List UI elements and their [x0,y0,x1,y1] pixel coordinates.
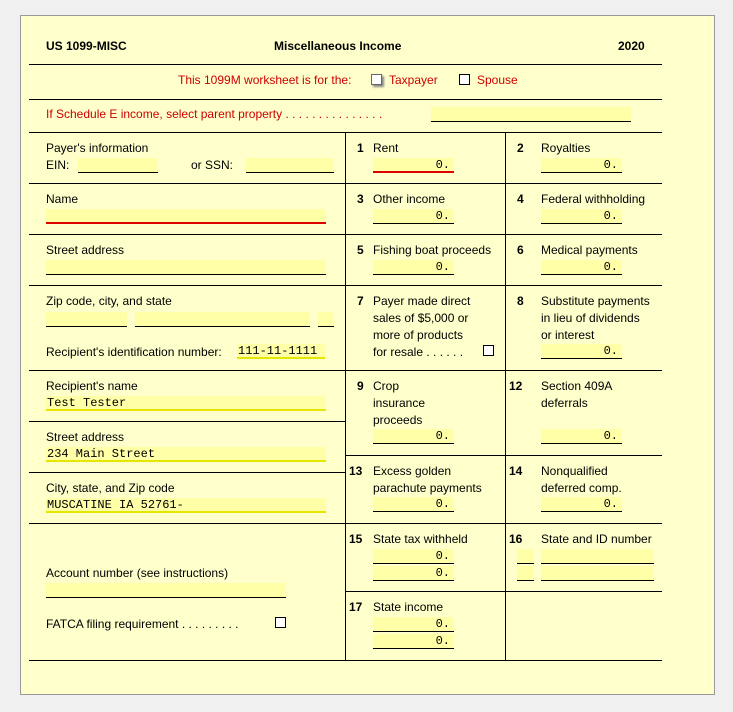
box-8-line1: Substitute payments [541,294,650,308]
box-7-line1: Payer made direct [373,294,471,308]
recipient-id-field[interactable]: 111-11-1111 [237,344,325,359]
divider [345,370,662,371]
recipient-city-field[interactable]: MUSCATINE IA 52761- [46,498,326,513]
divider [29,64,662,65]
medical-payments-field[interactable]: 0. [541,260,622,275]
form-title: Miscellaneous Income [274,39,402,53]
box-4-number: 4 [517,192,524,206]
box-7-line2: sales of $5,000 or [373,311,469,325]
form-name: US 1099-MISC [46,39,127,53]
box-14-line1: Nonqualified [541,464,608,478]
state-id-1-field[interactable] [541,549,654,564]
box-16-number: 16 [509,532,523,546]
box-9-number: 9 [357,379,364,393]
worksheet-prompt: This 1099M worksheet is for the: [178,73,352,87]
divider [345,234,662,235]
divider [29,472,345,473]
box-15-number: 15 [349,532,363,546]
state-income-2-field[interactable]: 0. [373,634,454,649]
account-number-field[interactable] [46,583,286,598]
recipient-street-label: Street address [46,430,125,444]
box-7-line4: for resale . . . . . . [373,345,464,359]
box-6-label: Medical payments [541,243,638,257]
golden-parachute-field[interactable]: 0. [373,497,454,512]
box-9-line1: Crop [373,379,400,393]
ein-label: EIN: [46,158,70,172]
rent-field[interactable]: 0. [373,158,454,173]
box-13-line1: Excess golden [373,464,452,478]
box-14-number: 14 [509,464,523,478]
payer-zip-field[interactable] [46,312,127,327]
fatca-checkbox[interactable] [275,617,286,628]
payer-info-label: Payer's information [46,141,149,155]
nonqualified-comp-field[interactable]: 0. [541,497,622,512]
ssn-field[interactable] [246,158,334,173]
fatca-label: FATCA filing requirement . . . . . . . . . [46,617,239,631]
box-12-line1: Section 409A [541,379,613,393]
spouse-checkbox[interactable] [459,74,470,85]
box-8-line2: in lieu of dividends [541,311,640,325]
taxpayer-checkbox[interactable] [371,74,382,85]
divider [345,455,662,456]
taxpayer-label: Taxpayer [389,73,438,87]
federal-withholding-field[interactable]: 0. [541,209,622,224]
state-tax-withheld-1-field[interactable]: 0. [373,549,454,564]
payer-street-field[interactable] [46,260,326,275]
payer-name-field[interactable] [46,209,326,224]
royalties-field[interactable]: 0. [541,158,622,173]
box-9-line2: insurance [373,396,426,410]
payer-state-field[interactable] [318,312,334,327]
payer-zip-label: Zip code, city, and state [46,294,172,308]
payer-name-label: Name [46,192,79,206]
box-13-line2: parachute payments [373,481,482,495]
substitute-payments-field[interactable]: 0. [541,344,622,359]
state-code-1-field[interactable] [517,549,534,564]
divider [345,591,662,592]
divider [29,370,345,371]
box-17-number: 17 [349,600,363,614]
form-1099-misc [20,15,715,695]
fishing-boat-field[interactable]: 0. [373,260,454,275]
divider [345,285,662,286]
box-17-label: State income [373,600,444,614]
box-5-number: 5 [357,243,364,257]
divider [345,523,662,524]
recipient-street-field[interactable]: 234 Main Street [46,447,326,462]
divider [29,234,345,235]
ssn-label: or SSN: [191,158,234,172]
state-tax-withheld-2-field[interactable]: 0. [373,566,454,581]
payer-city-field[interactable] [135,312,310,327]
recipient-id-label: Recipient's identification number: [46,345,222,359]
direct-sales-checkbox[interactable] [483,345,494,356]
box-5-label: Fishing boat proceeds [373,243,492,257]
box-2-label: Royalties [541,141,591,155]
box-3-number: 3 [357,192,364,206]
box-14-line2: deferred comp. [541,481,622,495]
column-divider [345,132,346,660]
divider [29,285,345,286]
ein-field[interactable] [78,158,158,173]
recipient-city-label: City, state, and Zip code [46,481,175,495]
account-number-label: Account number (see instructions) [46,566,229,580]
box-13-number: 13 [349,464,363,478]
box-4-label: Federal withholding [541,192,646,206]
payer-street-label: Street address [46,243,125,257]
box-12-number: 12 [509,379,523,393]
box-12-line2: deferrals [541,396,588,410]
state-income-1-field[interactable]: 0. [373,617,454,632]
box-8-number: 8 [517,294,524,308]
divider [29,660,662,661]
state-id-2-field[interactable] [541,566,654,581]
box-15-label: State tax withheld [373,532,468,546]
recipient-name-label: Recipient's name [46,379,138,393]
box-2-number: 2 [517,141,524,155]
divider [345,183,662,184]
box-3-label: Other income [373,192,446,206]
column-divider [505,132,506,660]
parent-property-field[interactable] [431,107,631,122]
divider [29,183,345,184]
divider [29,99,662,100]
spouse-label: Spouse [477,73,518,87]
tax-year: 2020 [618,39,645,53]
divider [29,523,345,524]
box-9-line3: proceeds [373,413,423,427]
schedule-e-label: If Schedule E income, select parent property . . . . . . . . . . . . . . . [46,107,383,121]
box-16-label: State and ID number [541,532,652,546]
box-7-number: 7 [357,294,364,308]
box-8-line3: or interest [541,328,595,342]
box-1-label: Rent [373,141,399,155]
recipient-name-field[interactable]: Test Tester [46,396,326,411]
section-409a-field[interactable]: 0. [541,429,622,444]
divider [29,421,345,422]
box-1-number: 1 [357,141,364,155]
crop-insurance-field[interactable]: 0. [373,429,454,444]
other-income-field[interactable]: 0. [373,209,454,224]
box-7-line3: more of products [373,328,464,342]
box-6-number: 6 [517,243,524,257]
state-code-2-field[interactable] [517,566,534,581]
